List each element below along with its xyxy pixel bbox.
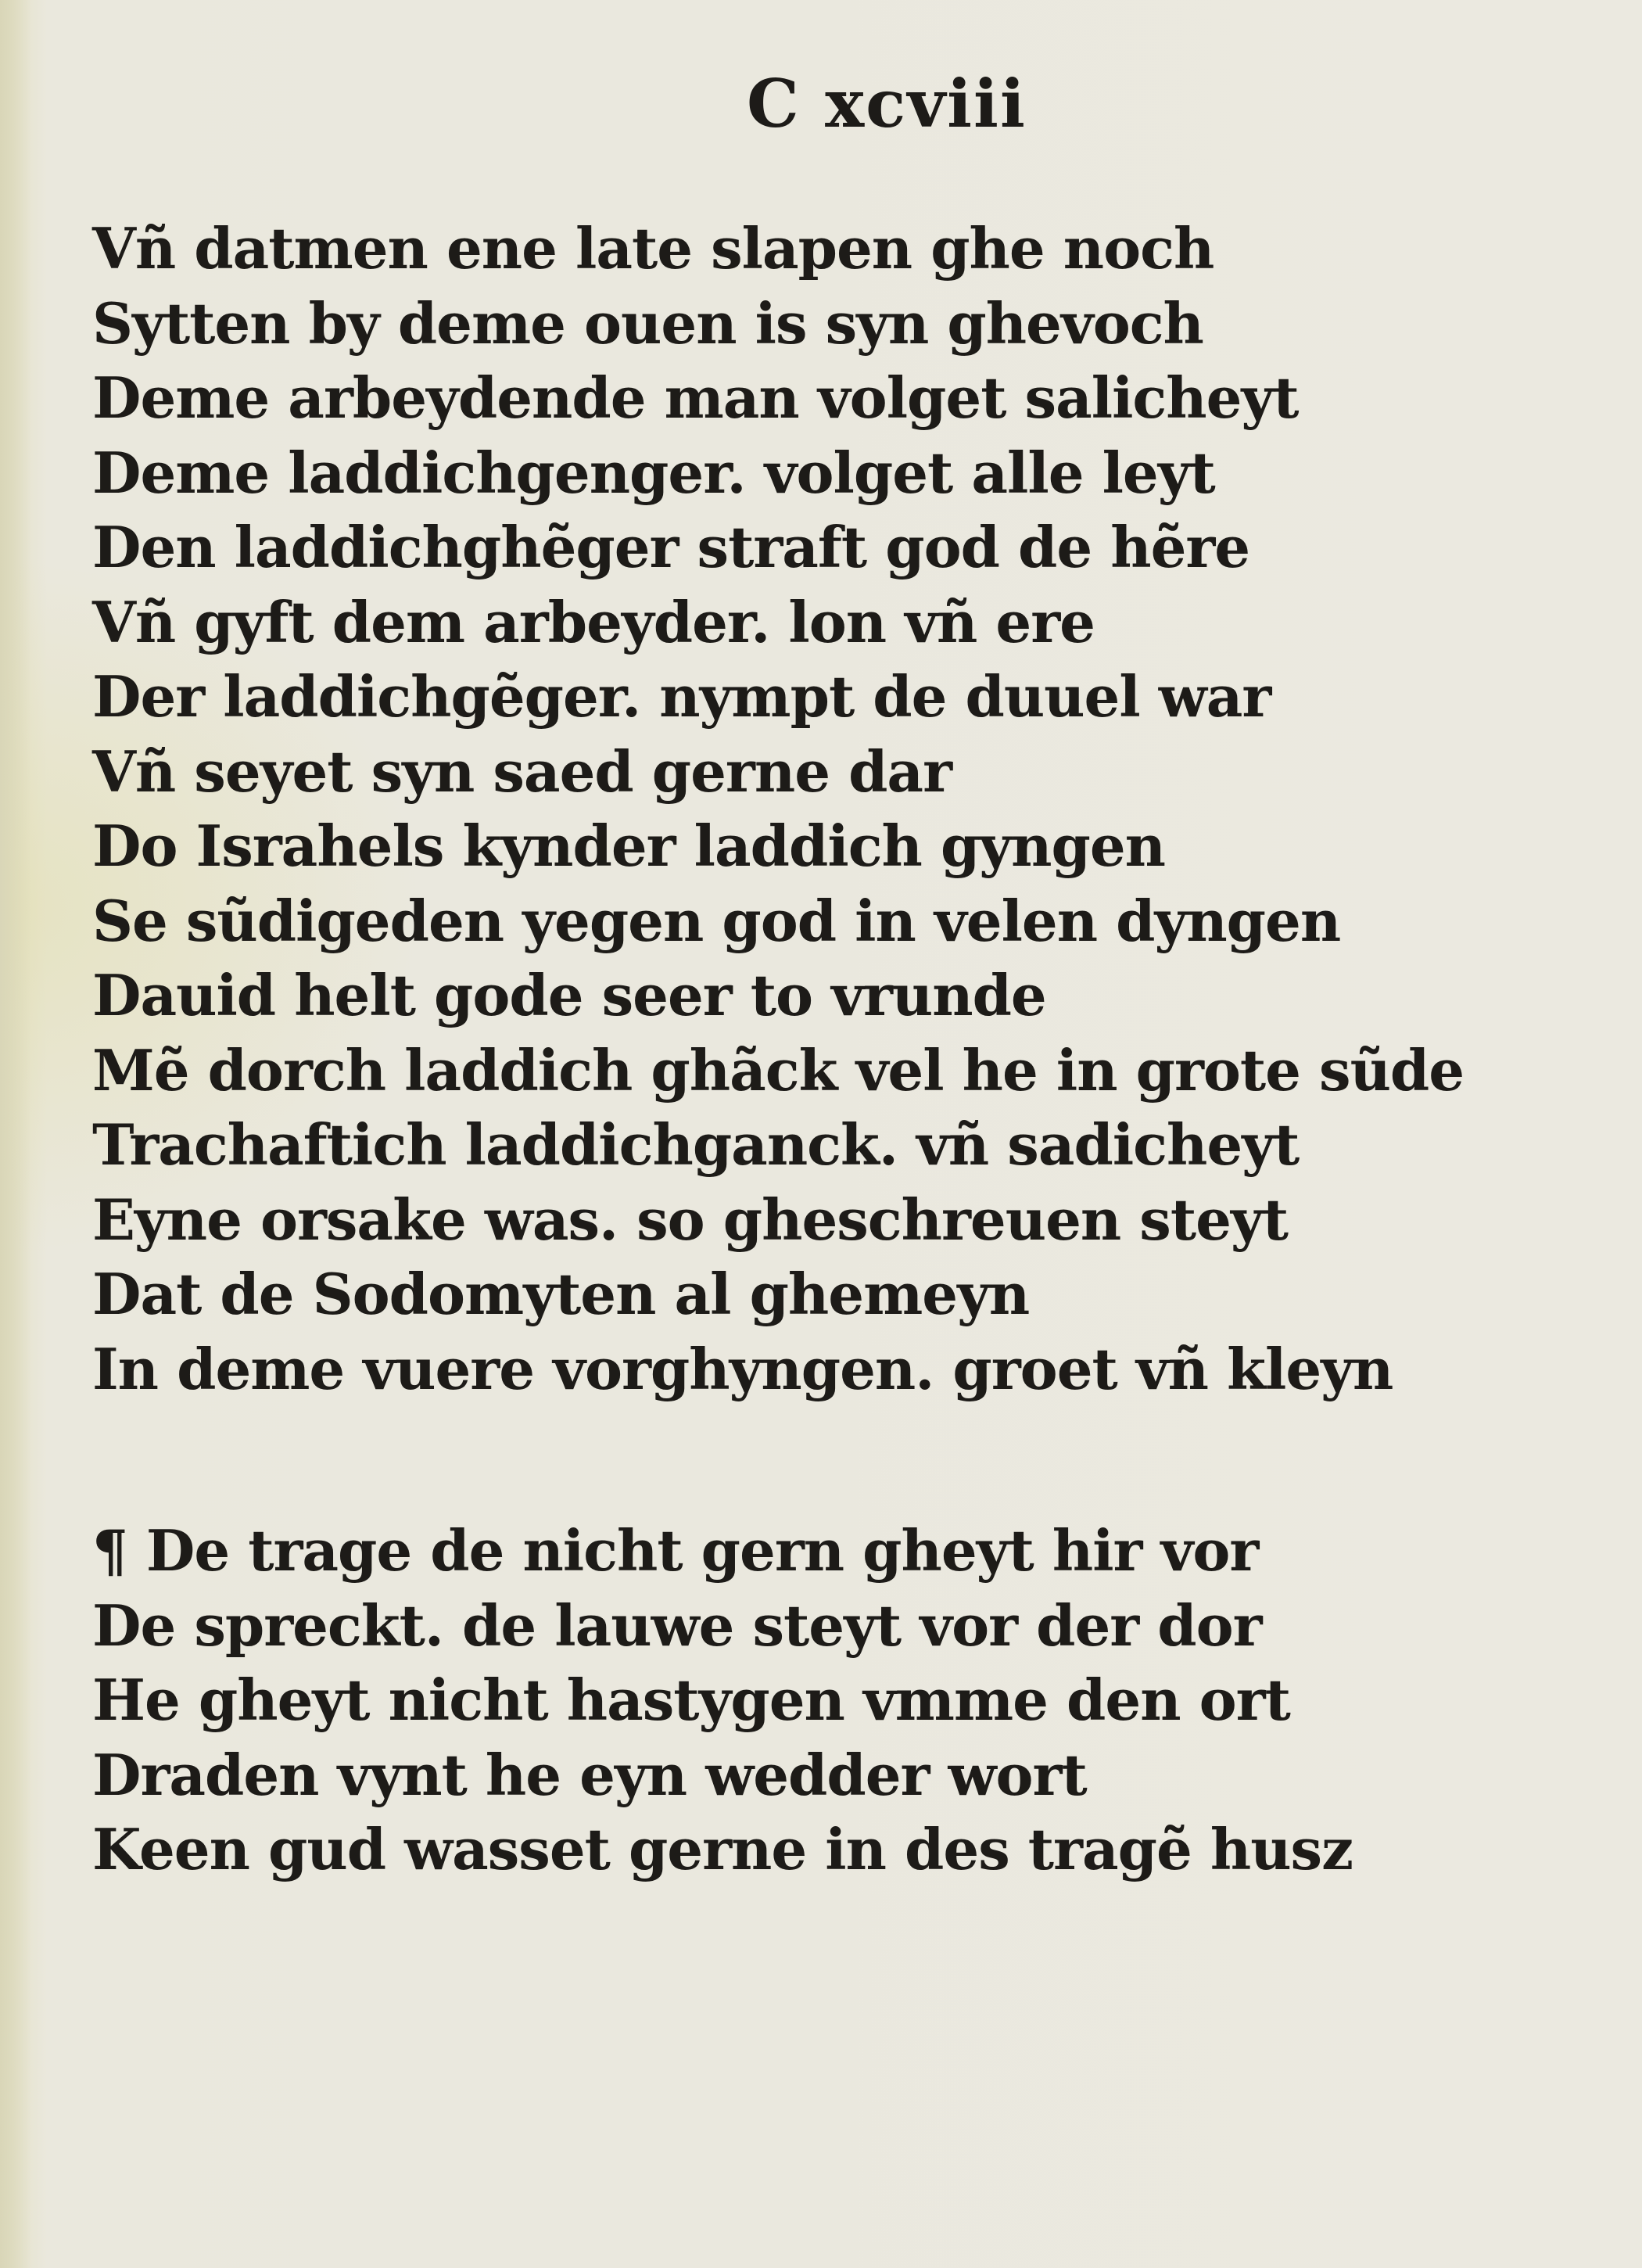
stanza-1	[92, 211, 1547, 1406]
verse-line: Den laddichghẽger straft god de hẽre	[92, 514, 1250, 580]
verse-line: Do Israhels kynder laddich gyngen	[92, 813, 1165, 879]
folio-number: C xcviii	[747, 65, 1027, 142]
verse-line: Keen gud wasset gerne in des tragẽ husz	[92, 1816, 1353, 1882]
page-gutter-shadow	[0, 0, 31, 2268]
verse-line: Der laddichgẽger. nympt de duuel war	[92, 663, 1271, 730]
verse-line: Deme arbeydende man volget salicheyt	[92, 364, 1299, 431]
verse-line: Trachaftich laddichganck. vñ sadicheyt	[92, 1111, 1300, 1178]
verse-line: Deme laddichgenger. volget alle leyt	[92, 439, 1215, 506]
verse-line: He gheyt nicht hastygen vmme den ort	[92, 1667, 1290, 1733]
verse-line: Draden vynt he eyn wedder wort	[92, 1741, 1087, 1808]
verse-line: Vñ datmen ene late slapen ghe noch	[92, 215, 1214, 282]
verse-line: Vñ seyet syn saed gerne dar	[92, 737, 952, 805]
verse-line: Vñ gyft dem arbeyder. lon vñ ere	[92, 588, 1095, 655]
verse-line: Dauid helt gode seer to vrunde	[92, 962, 1046, 1028]
verse-line: Eyne orsake was. so gheschreuen steyt	[92, 1186, 1288, 1253]
stanza-2	[92, 1513, 1547, 1887]
verse-line: De spreckt. de lauwe steyt vor der dor	[92, 1592, 1262, 1659]
verse-line: Dat de Sodomyten al ghemeyn	[92, 1261, 1030, 1327]
verse-line: Mẽ dorch laddich ghãck vel he in grote sũde	[92, 1036, 1465, 1103]
verse-line: Sytten by deme ouen is syn ghevoch	[92, 289, 1203, 357]
verse-line: In deme vuere vorghyngen. groet vñ kleyn	[92, 1335, 1393, 1402]
verse-line: ¶ De trage de nicht gern gheyt hir vor	[92, 1517, 1259, 1584]
verse-line: Se sũdigeden yegen god in velen dyngen	[92, 887, 1341, 954]
